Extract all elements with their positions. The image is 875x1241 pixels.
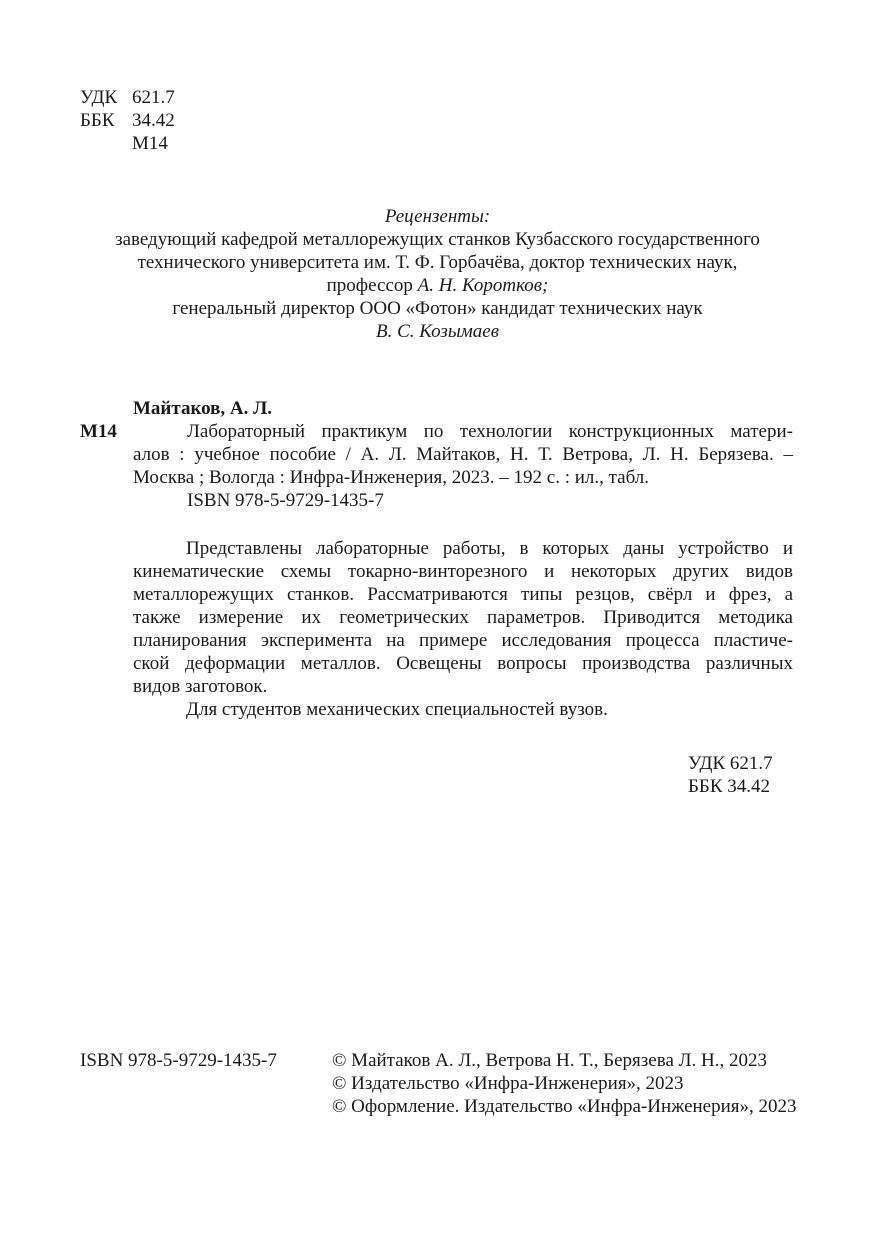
reviewer-line-3-prefix: профессор [326, 275, 418, 296]
reviewers-block [0, 205, 875, 343]
catalog-isbn: ISBN 978-5-9729-1435-7 [187, 490, 384, 511]
catalog-line-2: алов : учебное пособие / А. Л. Майтаков, Н. Т. Ветрова, Л. Н. Берязева. – [133, 444, 793, 465]
reviewer-line-1: заведующий кафедрой металлорежущих станков Кузбасского государственного [115, 229, 760, 250]
reviewer-name-1: А. Н. Коротков; [417, 275, 549, 296]
catalog-line-3: Москва ; Вологда : Инфра-Инженерия, 2023. – 192 с. : ил., табл. [133, 467, 650, 488]
classification-right [688, 752, 773, 798]
abstract-line: также измерение их геометрических параметров. Приводится методика [133, 607, 793, 628]
catalog-mark: М14 [80, 421, 117, 442]
copyright-block [332, 1049, 797, 1118]
abstract-line: Представлены лабораторные работы, в которых даны устройство и [186, 538, 793, 559]
classification-codes [80, 86, 175, 155]
reviewers-title: Рецензенты: [384, 206, 491, 227]
catalog-title-text: Лабораторный практикум по технологии конструкционных матери- [187, 421, 793, 442]
udk-code-row [80, 86, 175, 109]
udk-right: УДК 621.7 [688, 753, 773, 774]
copyright-line: © Издательство «Инфра-Инженерия», 2023 [332, 1073, 684, 1094]
reviewer-name-2: В. С. Козымаев [375, 321, 499, 342]
abstract [133, 537, 793, 721]
bbk-label: ББК [80, 110, 115, 131]
copyright-line: © Майтаков А. Л., Ветрова Н. Т., Берязева Л. Н., 2023 [332, 1050, 767, 1071]
abstract-line: металлорежущих станков. Рассматриваются типы резцов, свёрл и фрез, а [133, 584, 793, 605]
abstract-line: кинематические схемы токарно-винторезного и некоторых других видов [133, 561, 793, 582]
abstract-line: планирования эксперимента на примере исследования процесса пластиче- [133, 630, 793, 651]
udk-value: 621.7 [132, 87, 175, 108]
abstract-line: ской деформации металлов. Освещены вопросы производства различных [133, 653, 793, 674]
bbk-value: 34.42 [132, 110, 175, 131]
catalog-author: Майтаков, А. Л. [133, 398, 273, 419]
bbk-right: ББК 34.42 [688, 776, 770, 797]
bbk-code-row [80, 109, 175, 132]
copyright-line: © Оформление. Издательство «Инфра-Инженерия», 2023 [332, 1096, 797, 1117]
reviewer-line-3 [0, 274, 875, 297]
abstract-audience: Для студентов механических специальностей вузов. [186, 699, 608, 720]
reviewer-line-2: технического университета им. Т. Ф. Горбачёва, доктор технических наук, [137, 252, 738, 273]
udk-label: УДК [80, 87, 118, 108]
catalog-line-1 [80, 420, 793, 443]
reviewer-line-4: генеральный директор ООО «Фотон» кандидат технических наук [172, 298, 703, 319]
abstract-line: видов заготовок. [133, 676, 268, 697]
footer-isbn: ISBN 978-5-9729-1435-7 [80, 1050, 277, 1071]
catalog-record [80, 397, 793, 512]
author-mark: М14 [132, 133, 168, 154]
